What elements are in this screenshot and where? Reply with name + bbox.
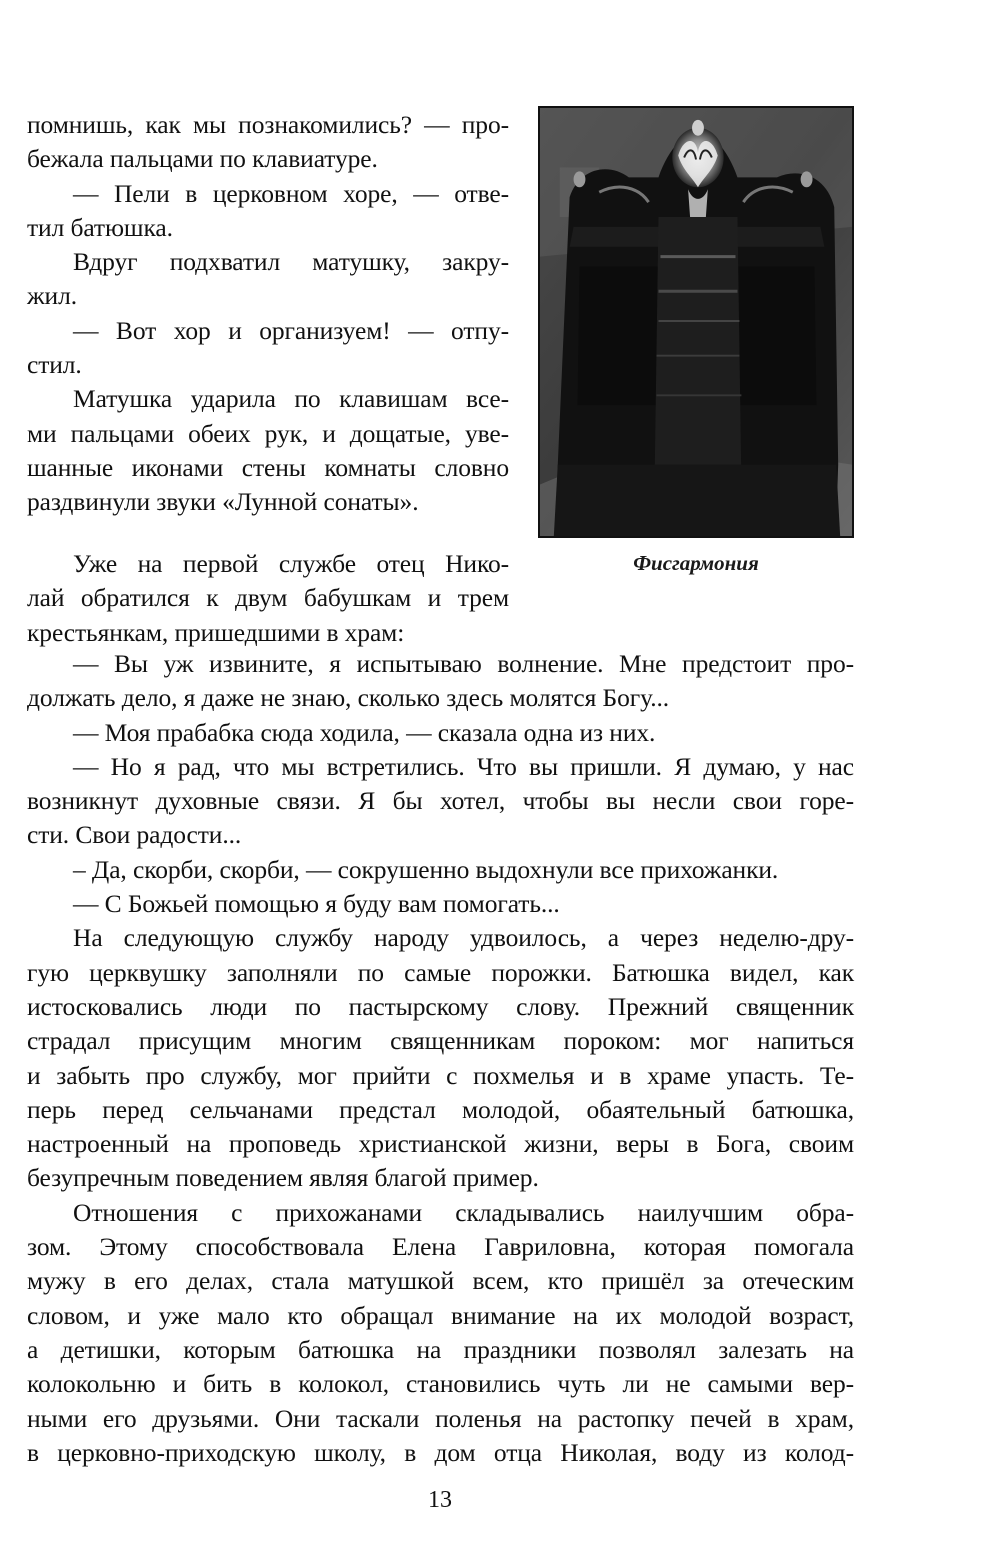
text-line: а детишки, которым батюшка на праздники позволял залезать на — [27, 1334, 854, 1364]
text-line: Матушка ударила по клавишам все- — [73, 384, 509, 414]
middle-paragraphs — [27, 547, 509, 650]
text-line: Уже на первой службе отец Нико- — [73, 549, 509, 578]
text-line: — Моя прабабка сюда ходила, — сказала одна из них. — [73, 717, 656, 747]
text-line: и забыть про службу, мог прийти с похмелья и в храме упасть. Те- — [27, 1060, 854, 1090]
text-line: — С Божьей помощью я буду вам помогать... — [73, 889, 560, 919]
figure-caption: Фисгармония — [633, 551, 759, 575]
text-line: — Вот хор и организуем! — отпу- — [73, 315, 509, 345]
text-line: Отношения с прихожанами складывались наилучшим обра- — [73, 1197, 854, 1227]
harmonium-photo — [538, 106, 854, 538]
page-number: 13 — [428, 1487, 452, 1513]
text-line: ми пальцами обеих рук, и дощатые, уве- — [27, 418, 509, 448]
text-line: — Вы уж извините, я испытываю волнение. Мне предстоит про- — [73, 649, 854, 678]
text-line: шанные иконами стены комнаты словно — [27, 452, 509, 482]
top-paragraphs — [27, 108, 509, 520]
text-line: бежала пальцами по клавиатуре. — [27, 144, 378, 174]
text-line: страдал присущим многим священникам пороком: мог напиться — [27, 1026, 854, 1056]
full-width-paragraphs — [27, 647, 854, 1470]
text-line: словом, и уже мало кто обращал внимание на их молодой возраст, — [27, 1300, 854, 1330]
text-line: жил. — [27, 281, 77, 311]
text-line: ными его друзьями. Они таскали поленья на растопку печей в храм, — [27, 1403, 854, 1433]
text-line: помнишь, как мы познакомились? — про- — [27, 110, 509, 139]
text-line: в церковно-приходскую школу, в дом отца Николая, воду из колод- — [27, 1437, 854, 1467]
text-line: раздвинули звуки «Лунной сонаты». — [27, 487, 419, 517]
text-line: перь перед сельчанами предстал молодой, обаятельный батюшка, — [27, 1094, 854, 1124]
text-line: тил батюшка. — [27, 212, 173, 242]
text-line: На следующую службу народу удвоилось, а через неделю-дру- — [73, 923, 854, 953]
text-line: — Пели в церковном хоре, — отве- — [73, 178, 509, 208]
text-line: должать дело, я даже не знаю, сколько здесь молятся Богу... — [27, 683, 670, 713]
text-line: настроенный на проповедь христианской жизни, веры в Бога, своим — [27, 1129, 854, 1159]
text-line: истосковались люди по пастырскому слову. Прежний священник — [27, 991, 854, 1021]
text-line: крестьянкам, пришедшими в храм: — [27, 617, 405, 647]
text-line: — Но я рад, что мы встретились. Что вы пришли. Я думаю, у нас — [73, 751, 854, 781]
text-line: лай обратился к двум бабушкам и трем — [27, 583, 509, 613]
text-line: безупречным поведением являя благой пример. — [27, 1163, 539, 1193]
text-line: зом. Этому способствовала Елена Гавриловна, которая помогала — [27, 1232, 854, 1262]
text-line: стил. — [27, 350, 82, 380]
text-line: колокольню и бить в колокол, становились чуть ли не самыми вер- — [27, 1369, 854, 1399]
text-line: сти. Свои радости... — [27, 820, 242, 850]
text-line: Вдруг подхватил матушку, закру- — [73, 247, 509, 277]
text-line: – Да, скорби, скорби, — сокрушенно выдохнули все прихожанки. — [73, 854, 779, 884]
text-line: мужу в его делах, стала матушкой всем, кто пришёл за отеческим — [27, 1266, 854, 1296]
text-line: гую церквушку заполняли по самые порожки. Батюшка видел, как — [27, 957, 854, 987]
text-line: возникнут духовные связи. Я бы хотел, чтобы вы несли свои горе- — [27, 786, 854, 816]
harmonium-image — [540, 108, 852, 536]
